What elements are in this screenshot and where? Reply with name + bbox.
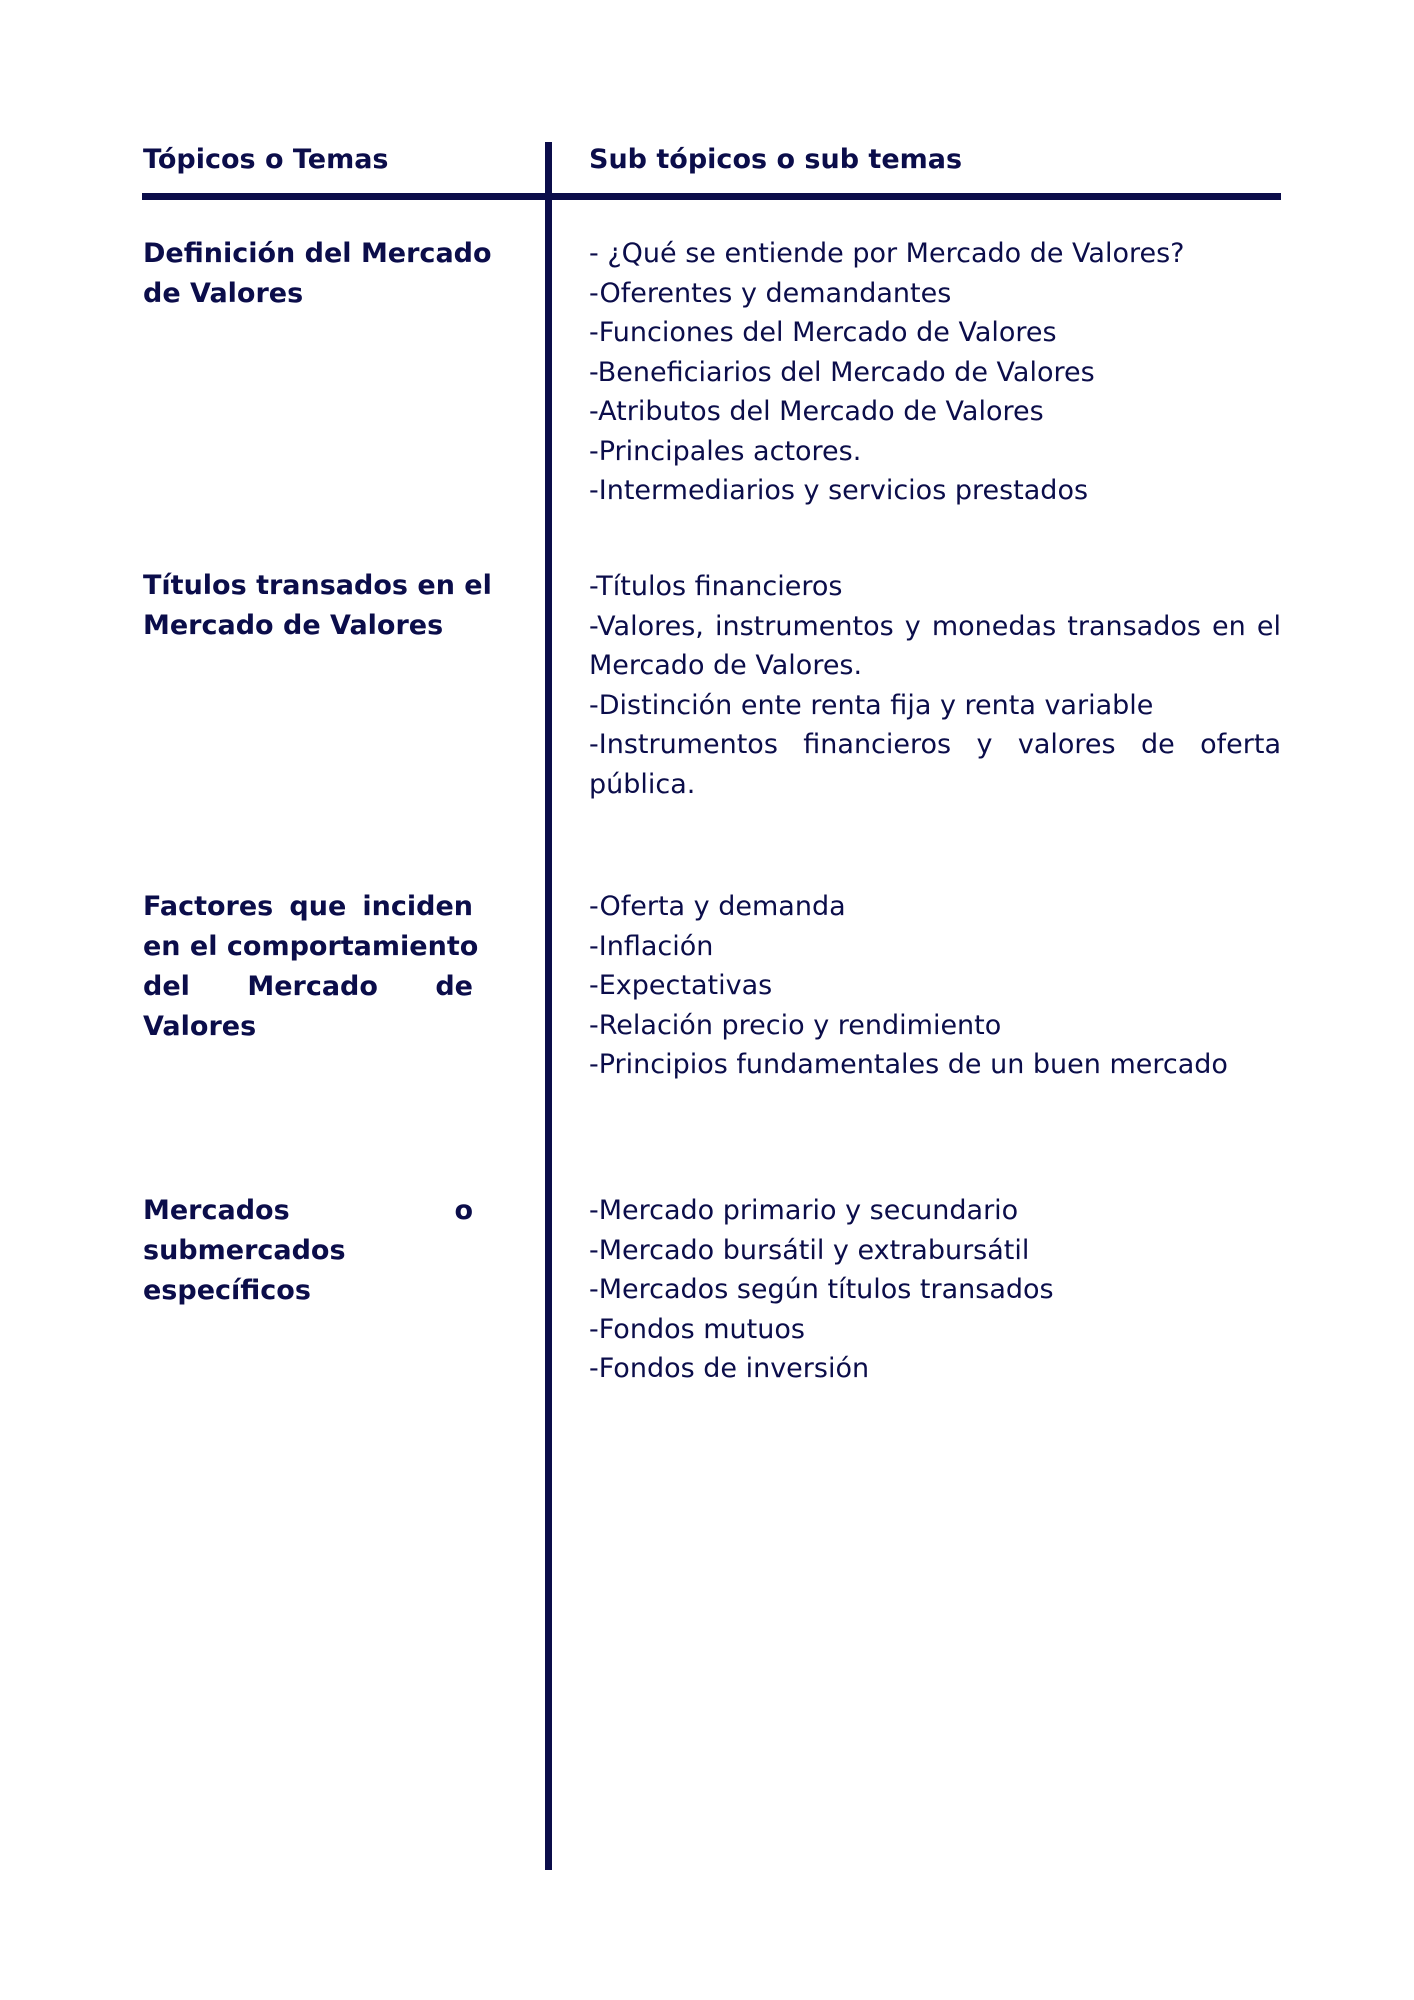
column-divider: [545, 142, 552, 1870]
topic-definicion: [143, 234, 492, 314]
subtopic-item: - ¿Qué se entiende por Mercado de Valores?: [589, 238, 1185, 269]
subtopics-titulos: [589, 567, 1281, 804]
topic-mercados: [143, 1191, 473, 1311]
topic-line: Mercado de Valores: [143, 610, 444, 641]
subtopic-item: -Principios fundamentales de un buen mercado: [589, 1049, 1228, 1080]
subtopic-item: -Fondos de inversión: [589, 1353, 870, 1384]
subtopic-item: -Atributos del Mercado de Valores: [589, 396, 1044, 427]
header-divider: [142, 193, 1281, 200]
subtopic-item: -Fondos mutuos: [589, 1313, 805, 1345]
subtopic-item: -Principales actores.: [589, 435, 862, 467]
subtopic-item: -Funciones del Mercado de Valores: [589, 317, 1057, 348]
subtopic-item: -Mercados según títulos transados: [589, 1274, 1054, 1305]
header-subtopics: Sub tópicos o sub temas: [589, 144, 963, 175]
topic-titulos: [143, 566, 492, 646]
topic-line: del Mercado de: [143, 971, 473, 1002]
subtopic-item: -Mercado bursátil y extrabursátil: [589, 1234, 1030, 1266]
subtopic-item: -Inflación: [589, 930, 714, 962]
subtopic-item: -Intermediarios y servicios prestados: [589, 475, 1089, 506]
subtopic-item: -Títulos financieros: [589, 571, 843, 602]
subtopic-item: -Oferentes y demandantes: [589, 277, 952, 309]
subtopic-item: -Expectativas: [589, 970, 773, 1001]
subtopic-item: -Oferta y demanda: [589, 891, 846, 922]
topic-line: Definición del Mercado: [143, 238, 492, 269]
topic-line: de Valores: [143, 278, 304, 309]
topic-line: Factores que inciden: [143, 891, 473, 922]
topic-line: Títulos transados en el: [143, 570, 492, 601]
subtopic-item: -Mercado primario y secundario: [589, 1195, 1019, 1226]
subtopic-item: -Valores, instrumentos y monedas transados en el Mercado de Valores.: [589, 610, 1281, 681]
subtopics-mercados: [589, 1191, 1281, 1389]
subtopic-item: -Beneficiarios del Mercado de Valores: [589, 356, 1095, 388]
topic-line: submercados: [143, 1235, 346, 1266]
topic-line: Mercados o: [143, 1195, 473, 1226]
topic-line: Valores: [143, 1011, 257, 1042]
topic-line: en el comportamiento: [143, 931, 479, 962]
topic-line: específicos: [143, 1275, 311, 1306]
subtopics-factores: [589, 887, 1281, 1085]
topic-factores: [143, 887, 479, 1047]
subtopic-item: -Instrumentos financieros y valores de oferta pública.: [589, 729, 1281, 800]
subtopics-definicion: [589, 234, 1281, 511]
subtopic-item: -Distinción ente renta fija y renta variable: [589, 689, 1154, 721]
header-topics: Tópicos o Temas: [143, 144, 389, 175]
subtopic-item: -Relación precio y rendimiento: [589, 1009, 1002, 1041]
